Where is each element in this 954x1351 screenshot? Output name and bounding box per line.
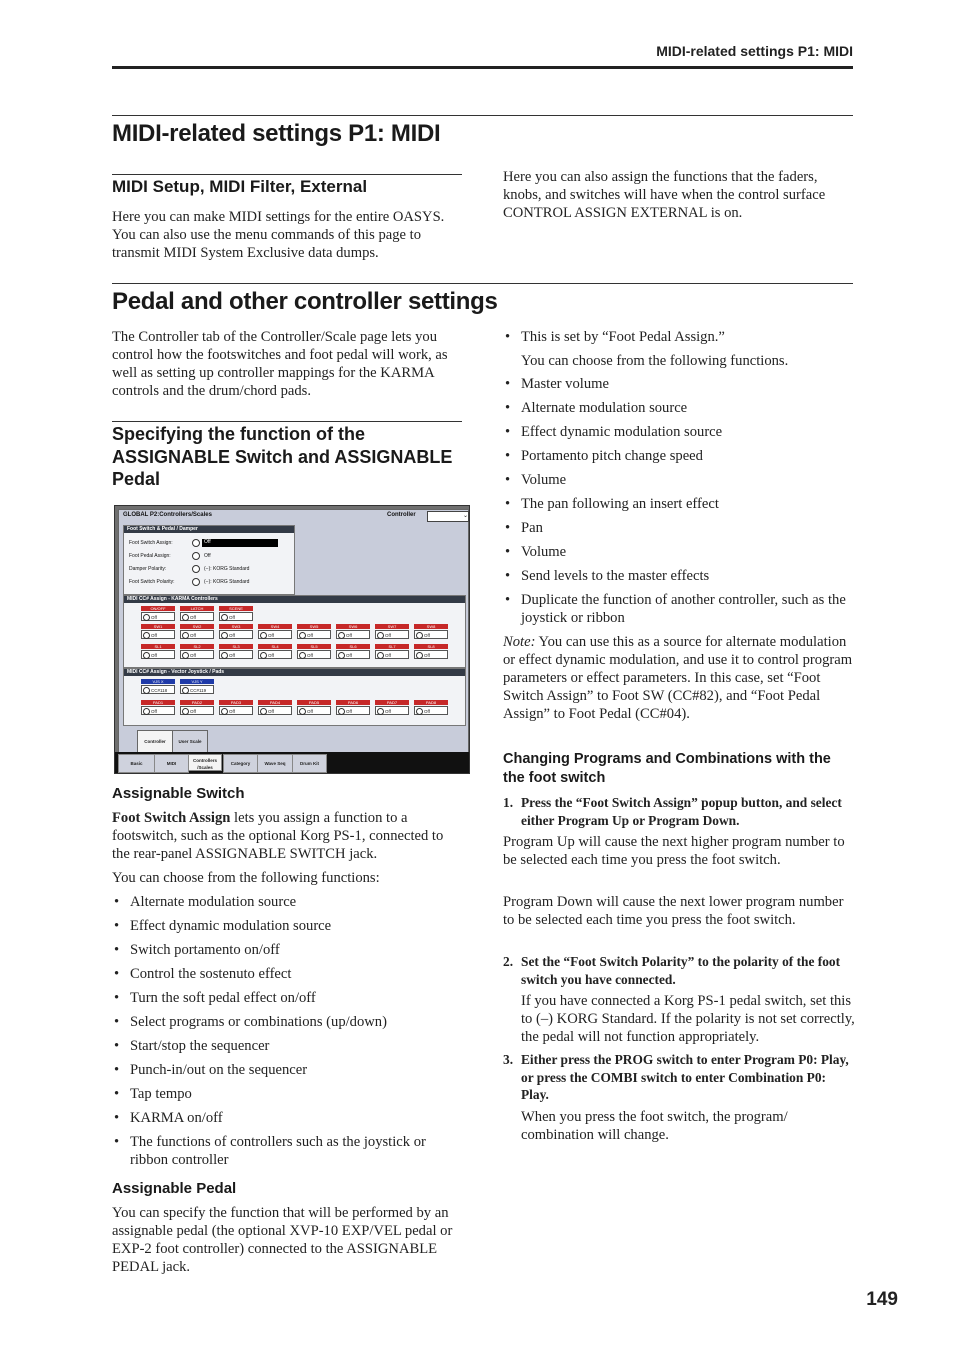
knob-icon bbox=[377, 652, 384, 659]
list-item: • Control the sostenuto effect bbox=[112, 965, 464, 983]
pad-label: PAD3 bbox=[219, 700, 253, 705]
karma-cc-field[interactable]: Off bbox=[219, 630, 253, 639]
list-item: • Select programs or combinations (up/down) bbox=[112, 1013, 464, 1031]
knob-icon bbox=[416, 632, 423, 639]
pad-cc-field[interactable]: Off bbox=[336, 706, 370, 715]
karma-label: SL4 bbox=[258, 644, 292, 649]
vector-label: VJS Y bbox=[180, 679, 214, 684]
karma-cc-field[interactable]: Off bbox=[375, 630, 409, 639]
karma-cc-field[interactable]: Off bbox=[414, 650, 448, 659]
karma-cc-field[interactable]: Off bbox=[336, 630, 370, 639]
karma-label: ON/OFF bbox=[141, 606, 175, 611]
pad-label: PAD6 bbox=[336, 700, 370, 705]
knob-icon bbox=[299, 652, 306, 659]
damper-polarity-value[interactable]: (−): KORG Standard bbox=[204, 566, 250, 572]
assignable-switch-heading: Assignable Switch bbox=[112, 785, 245, 802]
tab-controllers-scales[interactable]: Controllers /Scales bbox=[188, 754, 222, 771]
running-header: MIDI-related settings P1: MIDI bbox=[656, 43, 853, 59]
page-select-label: Controller bbox=[387, 512, 416, 518]
panel-title: Foot Switch & Pedal / Damper bbox=[124, 526, 294, 533]
program-down-text: Program Down will cause the next lower program number to be selected each time you press the foot switch. bbox=[503, 894, 844, 928]
knob-icon bbox=[221, 652, 228, 659]
pedal-choose-text: You can choose from the following functions. bbox=[521, 353, 789, 369]
step-number: 2. bbox=[503, 954, 514, 969]
damper-polarity-label: Damper Polarity: bbox=[129, 566, 167, 572]
section-rule bbox=[112, 283, 853, 284]
program-up-text: Program Up will cause the next higher program number to be selected each time you press the foot switch. bbox=[503, 834, 845, 868]
karma-cc-panel bbox=[123, 595, 466, 668]
knob-icon bbox=[143, 614, 150, 621]
karma-label: SL7 bbox=[375, 644, 409, 649]
screen-title: GLOBAL P2:Controllers/Scales bbox=[123, 512, 212, 518]
pedal-setby-list bbox=[503, 328, 855, 352]
note-text: You can use this as a source for alternate modulation or effect dynamic modulation, and use it to control program parameters or effect parameters. In this case, set “Foot Switch Assign” to Foot SW (CC#82), and “Foot Pedal Assign” to Foot Pedal (CC#04). bbox=[503, 634, 853, 722]
section-title-pedal: Pedal and other controller settings bbox=[112, 288, 498, 315]
knob-icon bbox=[182, 632, 189, 639]
list-item: • Alternate modulation source bbox=[112, 893, 464, 911]
karma-cc-field[interactable]: Off bbox=[180, 630, 214, 639]
header-rule bbox=[112, 66, 853, 69]
step-text: Either press the PROG switch to enter Program P0: Play, or press the COMBI switch to enter Combination P0: Play. bbox=[521, 1052, 849, 1102]
karma-cc-field[interactable]: Off bbox=[141, 612, 175, 621]
foot-pedal-assign-value[interactable]: Off bbox=[204, 553, 211, 559]
step-number: 3. bbox=[503, 1052, 514, 1067]
tab-drum-kit[interactable]: Drum Kit bbox=[292, 754, 327, 773]
step-3 bbox=[503, 1051, 855, 1104]
knob-icon bbox=[182, 614, 189, 621]
page-tabs bbox=[115, 752, 469, 773]
list-item: • Turn the soft pedal effect on/off bbox=[112, 989, 464, 1007]
vector-cc-field[interactable]: CC#118 bbox=[141, 685, 175, 694]
pad-label: PAD1 bbox=[141, 700, 175, 705]
vector-cc-field[interactable]: CC#119 bbox=[180, 685, 214, 694]
karma-cc-field[interactable]: Off bbox=[180, 612, 214, 621]
knob-icon bbox=[299, 632, 306, 639]
knob-icon bbox=[143, 708, 150, 715]
pad-label: PAD2 bbox=[180, 700, 214, 705]
list-item: • Volume bbox=[503, 471, 855, 489]
list-item: • This is set by “Foot Pedal Assign.” bbox=[503, 328, 855, 346]
karma-label: SW8 bbox=[414, 624, 448, 629]
knob-icon bbox=[182, 652, 189, 659]
knob-icon bbox=[221, 708, 228, 715]
section-title-midi: MIDI-related settings P1: MIDI bbox=[112, 120, 441, 147]
list-item: • Start/stop the sequencer bbox=[112, 1037, 464, 1055]
knob-icon bbox=[338, 632, 345, 639]
list-item: • Alternate modulation source bbox=[503, 399, 855, 417]
step-number: 1. bbox=[503, 795, 514, 810]
pedal-function-list bbox=[503, 375, 855, 633]
karma-cc-field[interactable]: Off bbox=[336, 650, 370, 659]
knob-icon bbox=[143, 687, 150, 694]
knob-icon[interactable] bbox=[192, 539, 200, 547]
vector-cc-panel bbox=[123, 668, 466, 726]
knob-icon bbox=[416, 652, 423, 659]
tab-category[interactable]: Category bbox=[223, 754, 258, 773]
knob-icon bbox=[416, 708, 423, 715]
global-controllers-screenshot bbox=[114, 505, 470, 774]
list-item: • Switch portamento on/off bbox=[112, 941, 464, 959]
step-1 bbox=[503, 794, 855, 829]
knob-icon bbox=[260, 708, 267, 715]
karma-label: SL3 bbox=[219, 644, 253, 649]
karma-cc-field[interactable]: Off bbox=[297, 630, 331, 639]
pad-cc-field[interactable]: Off bbox=[219, 706, 253, 715]
pad-cc-field[interactable]: Off bbox=[258, 706, 292, 715]
karma-cc-field[interactable]: Off bbox=[375, 650, 409, 659]
switch-function-list bbox=[112, 893, 464, 1175]
pad-cc-field[interactable]: Off bbox=[375, 706, 409, 715]
foot-switch-assign-value[interactable]: Off bbox=[202, 539, 278, 547]
list-item: • The pan following an insert effect bbox=[503, 495, 855, 513]
tab-midi[interactable]: MIDI bbox=[154, 754, 189, 773]
polarity-text: If you have connected a Korg PS-1 pedal switch, set this to (–) KORG Standard. If the polarity is not set correctly, the pedal will not function appropriately. bbox=[521, 993, 855, 1045]
karma-label: SL5 bbox=[297, 644, 331, 649]
pad-cc-field[interactable]: Off bbox=[141, 706, 175, 715]
knob-icon bbox=[182, 687, 189, 694]
karma-cc-field[interactable]: Off bbox=[141, 630, 175, 639]
assignable-pedal-text: You can specify the function that will be performed by an assignable pedal (the optional XVP-10 EXP/VEL pedal or EXP-2 foot controller) connected to the ASSIGNABLE PEDAL jack. bbox=[112, 1205, 453, 1275]
foot-switch-assign-term: Foot Switch Assign bbox=[112, 810, 231, 826]
knob-icon bbox=[377, 708, 384, 715]
knob-icon bbox=[338, 652, 345, 659]
karma-label: SL2 bbox=[180, 644, 214, 649]
panel-title: MIDI CC# Assign - KARMA Controllers bbox=[124, 596, 465, 603]
karma-cc-field[interactable]: Off bbox=[219, 612, 253, 621]
pedal-intro-text: The Controller tab of the Controller/Scale page lets you control how the footswitches and foot pedal will work, as well as setting up controller mappings for the KARMA controls and the drum/chord pads. bbox=[112, 329, 448, 399]
karma-label: SL6 bbox=[336, 644, 370, 649]
assignable-switch-text bbox=[112, 809, 462, 863]
subtab-controller[interactable]: Controller bbox=[137, 730, 173, 754]
subsection-title-midi-setup: MIDI Setup, MIDI Filter, External bbox=[112, 177, 368, 196]
list-item: • Duplicate the function of another controller, such as the joystick or ribbon bbox=[503, 591, 855, 627]
midi-external-text: Here you can also assign the functions that the faders, knobs, and switches will have when the control surface CONTROL ASSIGN EXTERNAL is on. bbox=[503, 169, 826, 221]
karma-label: SW7 bbox=[375, 624, 409, 629]
pad-label: PAD5 bbox=[297, 700, 331, 705]
foot-switch-polarity-value[interactable]: (−): KORG Standard bbox=[204, 579, 250, 585]
knob-icon bbox=[377, 632, 384, 639]
foot-switch-panel bbox=[123, 525, 295, 595]
section-rule bbox=[112, 115, 853, 116]
list-item: • Send levels to the master effects bbox=[503, 567, 855, 585]
karma-label: LATCH bbox=[180, 606, 214, 611]
pad-label: PAD4 bbox=[258, 700, 292, 705]
list-item: • Volume bbox=[503, 543, 855, 561]
list-item: • Effect dynamic modulation source bbox=[503, 423, 855, 441]
step-text: Set the “Foot Switch Polarity” to the polarity of the foot switch you have connected. bbox=[521, 954, 841, 987]
knob-icon bbox=[221, 632, 228, 639]
foot-switch-result-text: When you press the foot switch, the program/ combination will change. bbox=[521, 1109, 788, 1143]
foot-switch-polarity-label: Foot Switch Polarity: bbox=[129, 579, 175, 585]
pad-cc-field[interactable]: Off bbox=[414, 706, 448, 715]
karma-label: SL8 bbox=[414, 644, 448, 649]
karma-cc-field[interactable]: Off bbox=[297, 650, 331, 659]
assignable-pedal-heading: Assignable Pedal bbox=[112, 1180, 237, 1197]
tab-basic[interactable]: Basic bbox=[118, 754, 155, 773]
karma-label: SW4 bbox=[258, 624, 292, 629]
midi-setup-text: Here you can make MIDI settings for the entire OASYS. You can also use the menu commands of this page to transmit MIDI System Exclusive data dumps. bbox=[112, 209, 445, 261]
list-item: • Master volume bbox=[503, 375, 855, 393]
knob-icon bbox=[221, 614, 228, 621]
karma-cc-field[interactable]: Off bbox=[414, 630, 448, 639]
pad-label: PAD8 bbox=[414, 700, 448, 705]
tab-wave-seq[interactable]: Wave Seq bbox=[257, 754, 293, 773]
subsection-title-assignable: Specifying the function of the ASSIGNABLE Switch and ASSIGNABLE Pedal bbox=[112, 424, 453, 489]
page-select-dropdown[interactable] bbox=[427, 511, 469, 522]
chevron-down-icon: ⌄ bbox=[462, 513, 468, 519]
switch-choose-text: You can choose from the following functions: bbox=[112, 870, 380, 886]
karma-label: SL1 bbox=[141, 644, 175, 649]
karma-cc-field[interactable]: Off bbox=[258, 630, 292, 639]
karma-label: SW5 bbox=[297, 624, 331, 629]
assignable-switch-desc: lets you assign a function to a footswitch, such as the optional Korg PS-1, connected to the rear-panel ASSIGNABLE SWITCH jack. bbox=[112, 810, 444, 862]
vector-label: VJS X bbox=[141, 679, 175, 684]
pad-cc-field[interactable]: Off bbox=[180, 706, 214, 715]
step-2 bbox=[503, 953, 855, 988]
list-item: • Effect dynamic modulation source bbox=[112, 917, 464, 935]
knob-icon bbox=[260, 632, 267, 639]
subtab-user-scale[interactable]: User Scale bbox=[172, 730, 208, 754]
subsection-rule bbox=[112, 174, 462, 175]
karma-label: SW6 bbox=[336, 624, 370, 629]
karma-label: SW2 bbox=[180, 624, 214, 629]
knob-icon bbox=[143, 652, 150, 659]
screen-area bbox=[118, 509, 469, 754]
karma-label: SW1 bbox=[141, 624, 175, 629]
knob-icon[interactable] bbox=[192, 565, 200, 573]
knob-icon bbox=[143, 632, 150, 639]
pad-cc-field[interactable]: Off bbox=[297, 706, 331, 715]
karma-cc-field[interactable]: Off bbox=[141, 650, 175, 659]
karma-cc-field[interactable]: Off bbox=[219, 650, 253, 659]
karma-label: SCENE bbox=[219, 606, 253, 611]
knob-icon bbox=[182, 708, 189, 715]
foot-pedal-assign-label: Foot Pedal Assign: bbox=[129, 553, 171, 559]
list-item: • Punch-in/out on the sequencer bbox=[112, 1061, 464, 1079]
list-item: • Pan bbox=[503, 519, 855, 537]
list-item: • The functions of controllers such as the joystick or ribbon controller bbox=[112, 1133, 464, 1169]
karma-cc-field[interactable]: Off bbox=[180, 650, 214, 659]
list-item: • Portamento pitch change speed bbox=[503, 447, 855, 465]
subsection-rule bbox=[112, 421, 462, 422]
karma-label: SW3 bbox=[219, 624, 253, 629]
list-item: • KARMA on/off bbox=[112, 1109, 464, 1127]
page-number: 149 bbox=[866, 1289, 898, 1310]
list-item: • Tap tempo bbox=[112, 1085, 464, 1103]
knob-icon[interactable] bbox=[192, 578, 200, 586]
foot-switch-assign-label: Foot Switch Assign: bbox=[129, 540, 173, 546]
panel-title: MIDI CC# Assign - Vector Joystick / Pads bbox=[124, 669, 465, 676]
step-text: Press the “Foot Switch Assign” popup button, and select either Program Up or Program Down. bbox=[521, 795, 842, 828]
knob-icon bbox=[338, 708, 345, 715]
knob-icon[interactable] bbox=[192, 552, 200, 560]
knob-icon bbox=[260, 652, 267, 659]
changing-programs-heading: Changing Programs and Combinations with the the foot switch bbox=[503, 751, 831, 786]
karma-cc-field[interactable]: Off bbox=[258, 650, 292, 659]
knob-icon bbox=[299, 708, 306, 715]
note-label: Note: bbox=[503, 634, 536, 650]
pad-label: PAD7 bbox=[375, 700, 409, 705]
pedal-note bbox=[503, 633, 855, 723]
